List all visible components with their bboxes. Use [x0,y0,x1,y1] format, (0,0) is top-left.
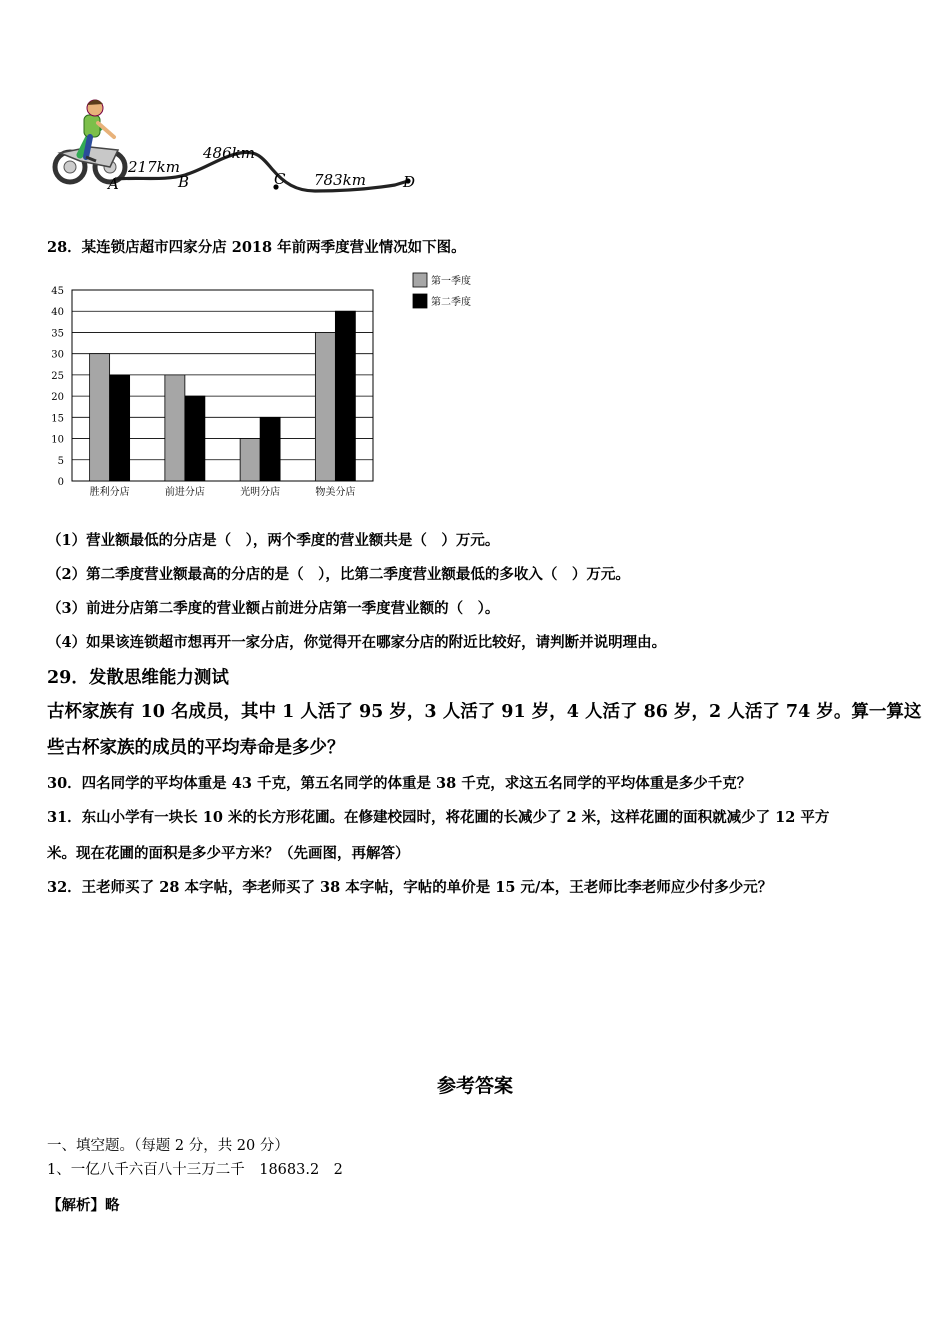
bar [165,375,185,481]
q28-sub2: （2）第二季度营业额最高的分店的是（ ），比第二季度营业额最低的多收入（ ）万元。 [47,566,630,583]
y-tick-label: 5 [57,455,64,467]
y-tick-label: 10 [51,434,64,446]
bar [90,354,110,481]
y-tick-label: 40 [51,307,64,319]
answer-analysis: 【解析】略 [47,1197,120,1214]
point-b-label: B [178,173,190,191]
q29-line2: 些古杯家族的成员的平均寿命是多少？ [47,738,345,758]
q32-text: 32．王老师买了 28 本字帖，李老师买了 38 本字帖，字帖的单价是 15 元/本，王老师比李老师应少付多少元？ [47,879,773,896]
q28-sub1: （1）营业额最低的分店是（ ），两个季度的营业额共是（ ）万元。 [47,532,500,549]
q29-line1: 古杯家族有 10 名成员，其中 1 人活了 95 岁，3 人活了 91 岁，4 人活了 86 岁，2 人活了 74 岁。算一算这 [47,702,922,722]
legend-swatch [413,273,427,287]
x-tick-label: 前进分店 [164,487,205,498]
distance-ab: 217km [128,158,180,176]
cyclist-image [55,100,125,182]
q28-sub4: （4）如果该连锁超市想再开一家分店，你觉得开在哪家分店的附近比较好，请判断并说明理由。 [47,634,667,651]
bar [315,332,335,481]
answer-1: 1、一亿八千六百八十三万二千 18683.2 2 [47,1162,343,1178]
q28-sub3: （3）前进分店第二季度的营业额占前进分店第一季度营业额的（ ）。 [47,600,500,617]
x-tick-label: 胜利分店 [89,487,130,498]
legend-label: 第一季度 [431,276,471,287]
y-tick-label: 35 [51,328,64,340]
q30-text: 30．四名同学的平均体重是 43 千克，第五名同学的体重是 38 千克，求这五名同学的平均体重是多少千克？ [47,775,752,792]
route-diagram [40,95,430,200]
y-tick-label: 15 [51,413,64,425]
answers-title: 参考答案 [436,1075,513,1097]
legend-label: 第二季度 [431,297,471,308]
q31-line2: 米。现在花圃的面积是多少平方米？（先画图，再解答） [47,845,410,862]
point-a-label: A [108,175,119,193]
y-tick-label: 0 [57,477,64,488]
bar [185,396,205,481]
bar [240,439,260,481]
y-tick-label: 20 [51,392,64,404]
bar [110,375,130,481]
y-tick-label: 30 [51,349,64,361]
point-c-label: C [274,170,286,188]
y-tick-label: 45 [51,286,64,297]
q31-line1: 31．东山小学有一块长 10 米的长方形花圃。在修建校园时，将花圃的长减少了 2 米，这样花圃的面积就减少了 12 平方 [47,809,830,826]
distance-bc: 486km [203,144,255,162]
x-tick-label: 光明分店 [240,487,281,498]
bar [335,311,355,481]
legend-swatch [413,294,427,308]
point-d-label: D [403,173,416,191]
bar-chart [40,265,500,505]
x-tick-label: 物美分店 [315,487,356,498]
q28-text: 28．某连锁店超市四家分店 2018 年前两季度营业情况如下图。 [47,239,466,256]
y-tick-label: 25 [51,370,64,382]
bar [260,417,280,481]
answers-section: 一、填空题。（每题 2 分，共 20 分） [47,1138,289,1154]
distance-cd: 783km [314,171,366,189]
q29-heading: 29．发散思维能力测试 [47,668,229,688]
